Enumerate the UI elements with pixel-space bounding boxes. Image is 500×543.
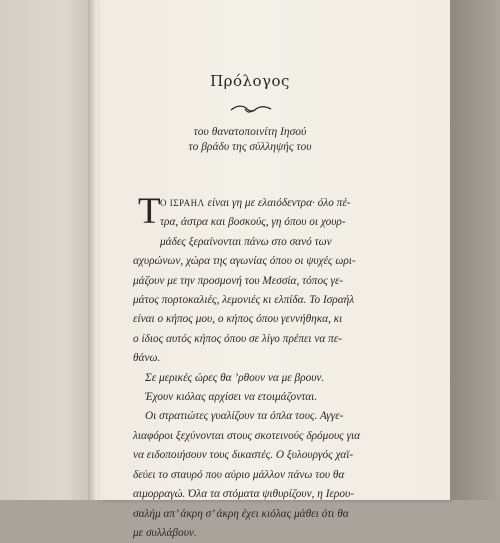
flourish-ornament-icon	[229, 103, 273, 115]
text-line: μάζουν με την προσμονή του Μεσσία, τόπος γε-	[133, 274, 344, 287]
small-caps-text: Ο ΙΣΡΑΗΛ	[160, 198, 205, 208]
subtitle-line: το βράδυ της σύλληψής του	[188, 141, 312, 153]
text-line: ο ίδιος αυτός κήπος όπου σε λίγο πρέπει να πε-	[133, 332, 343, 345]
background-surface	[450, 0, 500, 500]
text-line: Έχουν κιόλας αρχίσει να ετοιμάζονται.	[145, 391, 318, 404]
chapter-title: Πρόλογος	[210, 72, 290, 90]
body-text	[133, 191, 433, 543]
text-line: Οι στρατιώτες γυαλίζουν τα όπλα τους. Αγγε-	[145, 410, 344, 423]
text-line: λιαφόροι ξεχύνονται στους σκοτεινούς δρόμους για	[133, 429, 361, 442]
chapter-subtitle	[150, 125, 350, 155]
text-line: μάτος πορτοκαλιές, λεμονιές κι ελπίδα. Το Ισραήλ	[133, 294, 355, 307]
text-line: αχυρώνων, χώρα της αγωνίας όπου οι ψυχές ωρι-	[133, 255, 356, 268]
text-line: τρα, άστρα και βοσκούς, γη όπου οι χουρ-	[160, 216, 346, 229]
text-line: μάδες ξεραίνονται πάνω στο σανό των	[160, 235, 332, 248]
drop-cap: Τ	[138, 191, 161, 232]
text-line: να ειδοποιήσουν τους δικαστές. Ο ξυλουργός χαϊ-	[133, 449, 354, 462]
text-line: Σε μερικές ώρες θα ’ρθουν να με βρουν.	[145, 371, 325, 384]
text-line	[133, 194, 433, 213]
left-page	[0, 0, 92, 500]
text-line: με συλλάβουν.	[133, 526, 197, 539]
subtitle-line: του θανατοποινίτη Ιησού	[193, 126, 307, 138]
text-line: θάνω.	[133, 352, 161, 365]
text-line: είναι ο κήπος μου, ο κήπος όπου γεννήθηκα, κι	[133, 313, 343, 326]
text-span: είναι γη με ελαιόδεντρα· όλο πέ-	[204, 197, 351, 209]
text-line: δεύει το σταυρό που αύριο μάλλον πάνω του θα	[133, 468, 345, 481]
text-line: αιμορραγώ. Όλα τα στόματα ψιθυρίζουν, η Ιερου-	[133, 488, 354, 501]
text-line: σαλήμ απ’ άκρη σ’ άκρη έχει κιόλας μάθει ότι θα	[133, 507, 349, 520]
